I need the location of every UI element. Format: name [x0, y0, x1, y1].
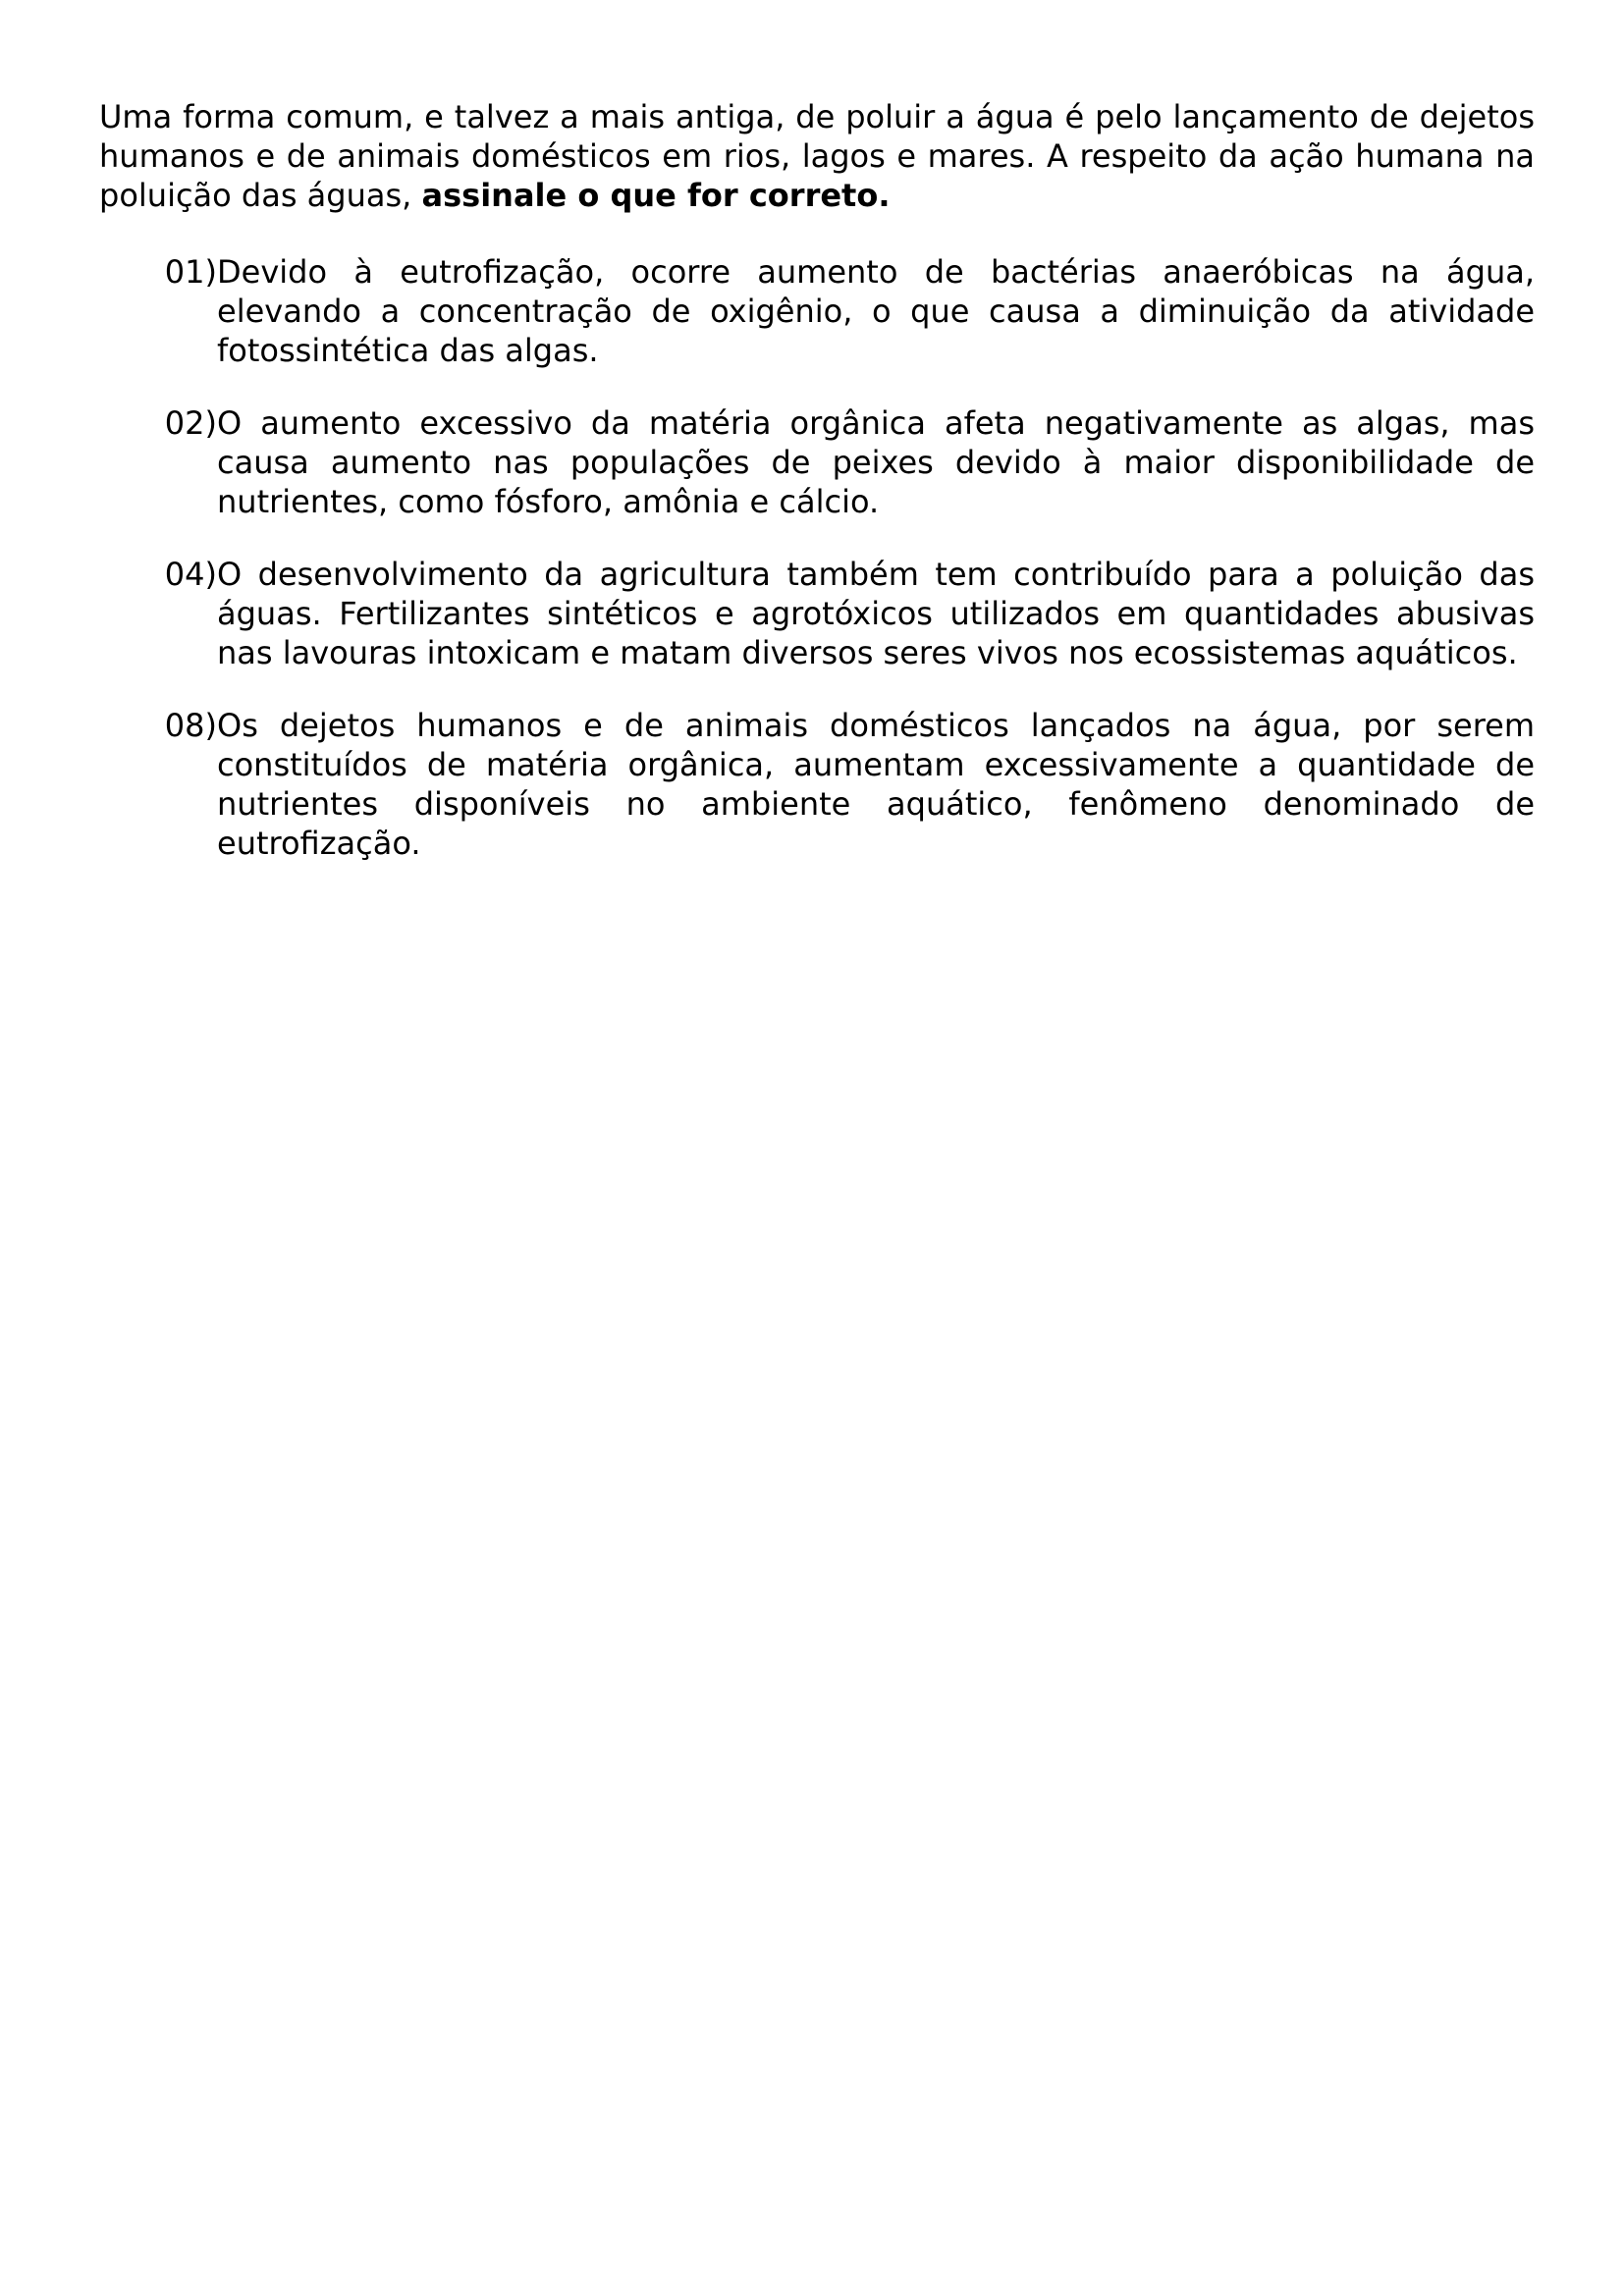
option-number: 04)	[164, 556, 217, 593]
option-number: 02)	[164, 404, 217, 442]
option-04	[99, 555, 1535, 672]
option-number: 08)	[164, 707, 217, 744]
document-page	[99, 97, 1535, 896]
intro-text: Uma forma comum, e talvez a mais antiga, de poluir a água é pelo lançamento de dejetos humanos e de animais domésticos em rios, lagos e mares. A respeito da ação humana na poluição das águas,	[99, 98, 1535, 214]
option-text: Os dejetos humanos e de animais domésticos lançados na água, por serem constituídos de matéria orgânica, aumentam excessivamente a quantidade de nutrientes disponíveis no ambiente aquático, fenômeno denominado de eutrofização.	[217, 707, 1535, 862]
option-01	[99, 252, 1535, 370]
option-number: 01)	[164, 253, 217, 291]
option-text: O aumento excessivo da matéria orgânica afeta negativamente as algas, mas causa aumento nas populações de peixes devido à maior disponibilidade de nutrientes, como fósforo, amônia e cálcio.	[217, 404, 1535, 520]
answer-options	[99, 252, 1535, 863]
question-intro	[99, 97, 1535, 215]
option-text: O desenvolvimento da agricultura também tem contribuído para a poluição das águas. Fertilizantes sintéticos e agrotóxicos utilizados em quantidades abusivas nas lavouras intoxicam e matam diversos seres vivos nos ecossistemas aquáticos.	[217, 556, 1535, 671]
option-text: Devido à eutrofização, ocorre aumento de bactérias anaeróbicas na água, elevando a concentração de oxigênio, o que causa a diminuição da atividade fotossintética das algas.	[217, 253, 1535, 369]
intro-emphasis: assinale o que for correto.	[421, 177, 891, 214]
option-02	[99, 403, 1535, 521]
option-08	[99, 706, 1535, 863]
